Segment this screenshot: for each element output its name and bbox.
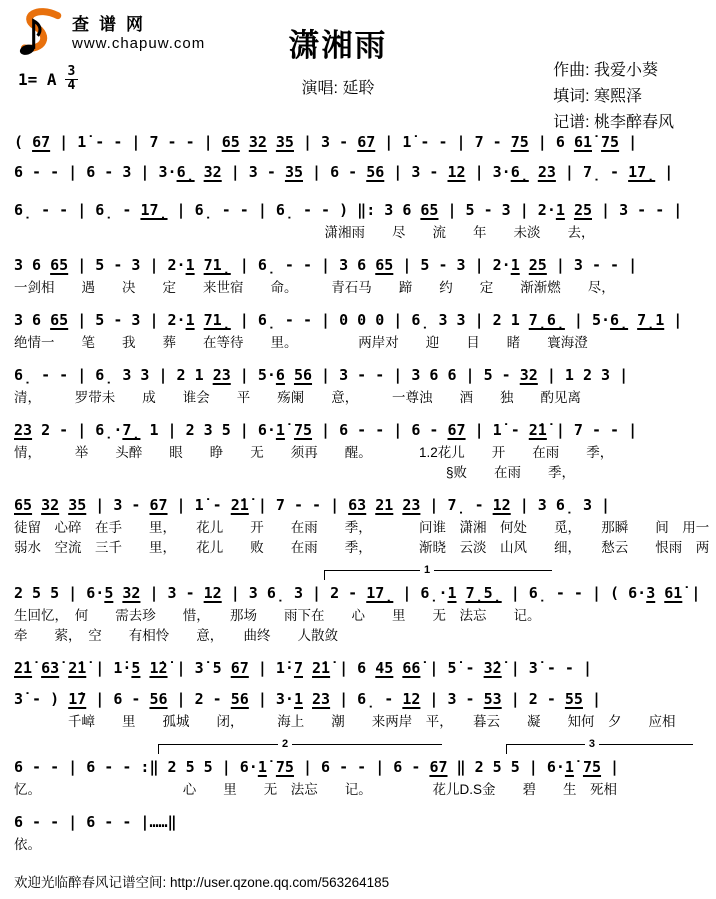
site-name: 查谱网: [72, 15, 153, 34]
lyric-line-alt: 弱水 空流 三千 里， 花儿 败 在雨 季， 渐晓 云淡 山风 细， 愁云 恨雨 两: [14, 540, 710, 555]
lyric-line-alt: §败 在雨 季，: [14, 465, 576, 480]
volta-bracket-1: [324, 564, 552, 580]
music-system-8: [14, 493, 710, 558]
notation-line-11: 3̇ - ) 1̇7 | 6 - 56 | 2 - 56 | 3·1 23 | 6̣ - 12 | 3 - 53 | 2 - 55 |: [14, 690, 602, 708]
key-label: 1= A: [18, 69, 57, 89]
notation-line-9: 2 5 5 | 6·5 32 | 3 - 12 | 3 6̣ 3 | 2 - 17̣ | 6̣·1 7̣5̣ | 6̣ - - | ( 6·3 61̇ |: [14, 584, 701, 602]
notation-line-4: 3 6 65 | 5 - 3 | 2·1 71̣ | 6̣ - - | 3 6 65 | 5 - 3 | 2·1 25 | 3 - - |: [14, 256, 638, 274]
volta-bracket-2: [158, 738, 441, 754]
lyric-line: 忆。 心 里 无 法忘 记。 花儿D.S金 碧 生 死相: [14, 782, 618, 797]
music-system-10: [14, 656, 702, 681]
music-system-11: [14, 687, 702, 732]
notation-line-13: 6 - - | 6 - - |……‖: [14, 813, 177, 831]
music-system-12: [14, 738, 702, 800]
credits-block: [553, 58, 674, 136]
lyric-line-alt: 牵 萦， 空 有相怜 意， 曲终 人散敛: [14, 628, 338, 643]
score: [14, 130, 710, 855]
lyric-line: 千嶂 里 孤城 闭， 海上 潮 来两岸 平， 暮云 凝 知何 夕 应相: [14, 714, 676, 729]
song-title: 潇湘雨: [288, 28, 388, 63]
music-system-2: [14, 160, 702, 185]
music-system-13: [14, 810, 702, 855]
music-system-7: [14, 418, 702, 483]
singer-credit: 演唱: 延聆: [301, 80, 375, 97]
footer-space-link[interactable]: 欢迎光临醉春风记谱空间: http://user.qzone.qq.com/563264185: [14, 875, 390, 890]
notation-line-10: 2̇1̇ 63̇ 2̇1̇ | 1̇·5 1̇2̇ | 3̇ 5 67 | 1̇·7 2̇1̇ | 6 45 66̇ | 5̇ - 3̇2̇ | 3̇ - - |: [14, 659, 592, 677]
lyric-line: 依。: [14, 837, 41, 852]
lyricist-credit: 填词: 寒熙泽: [553, 88, 642, 105]
lyric-line: 清， 罗带未 成 谁会 平 殇阑 意， 一尊浊 酒 独 酌见离: [14, 390, 581, 405]
music-system-9: [14, 564, 702, 646]
lyric-line: 潇湘雨 尽 流 年 未淡 去，: [14, 225, 595, 240]
music-system-5: [14, 308, 702, 353]
notation-line-2: 6 - - | 6 - 3 | 3·6̣ 32 | 3 - 35 | 6 - 56 | 3 - 12 | 3·6̣ 23 | 7̣ - 17̣ |: [14, 163, 674, 181]
key-signature: [18, 66, 78, 92]
notation-line-12: 6 - - | 6 - - :‖ 2 5 5 | 6·1̇ 75 | 6 - - | 6 - 67 ‖ 2 5 5 | 6·1̇ 75 |: [14, 758, 620, 776]
volta-bracket-3: [506, 738, 693, 754]
transcriber-credit: 记谱: 桃李醉春风: [553, 114, 674, 131]
music-system-6: [14, 363, 702, 408]
header: [14, 6, 702, 131]
time-signature: [65, 66, 79, 92]
notation-line-3: 6̣ - - | 6̣ - 17̣ | 6̣ - - | 6̣ - - ) ‖: 3 6 65 | 5 - 3 | 2·1 25 | 3 - - |: [14, 201, 683, 219]
notation-line-7: 23 2 - | 6̣·7̣ 1 | 2 3 5 | 6·1̇ 75 | 6 - - | 6 - 67 | 1̇ - 2̇1̇ | 7 - - |: [14, 421, 638, 439]
site-url[interactable]: www.chapuw.com: [72, 35, 206, 52]
lyric-line: 一剑相 遇 决 定 来世宿 命。 青石马 蹄 约 定 渐渐燃 尽，: [14, 280, 615, 295]
notation-line-6: 6̣ - - | 6̣ 3 3 | 2 1 23 | 5·6 56 | 3 - - | 3 6 6 | 5 - 32 | 1 2 3 |: [14, 366, 629, 384]
volta-label: 2: [278, 737, 292, 751]
lyric-line: 绝情一 笔 我 葬 在等待 里。 两岸对 迎 目 睹 寰海澄: [14, 335, 588, 350]
lyric-line: 生回忆， 何 需去珍 惜， 那场 雨下在 心 里 无 法忘 记。: [14, 608, 541, 623]
music-system-1: [14, 130, 702, 155]
notation-line-1: ( 67 | 1̇ - - | 7 - - | 65 32 35 | 3 - 67 | 1̇ - - | 7 - 75 | 6 61̇ 75 |: [14, 133, 638, 151]
music-system-3: [14, 198, 702, 243]
time-denominator: 4: [67, 78, 76, 93]
lyric-line: 情， 举 头醉 眼 睁 无 须再 醒。 1.2花儿 开 在雨 季，: [14, 445, 614, 460]
notation-line-5: 3 6 65 | 5 - 3 | 2·1 71̣ | 6̣ - - | 0 0 0 | 6̣ 3 3 | 2 1 7̣6̣ | 5·6̣ 7̣1 |: [14, 311, 683, 329]
volta-label: 3: [585, 737, 599, 751]
composer-credit: 作曲: 我爱小葵: [553, 62, 658, 79]
volta-label: 1: [420, 563, 434, 577]
notation-line-8: 65 32 35 | 3 - 67 | 1̇ - 2̇1̇ | 7 - - | 63 21 23 | 7̣ - 12 | 3 6̣ 3 |: [14, 496, 611, 514]
music-system-4: [14, 253, 702, 298]
lyric-line: 徒留 心碎 在手 里， 花儿 开 在雨 季， 问谁 潇湘 何处 觅， 那瞬 间 用一: [14, 520, 710, 535]
time-numerator: 3: [65, 66, 79, 80]
